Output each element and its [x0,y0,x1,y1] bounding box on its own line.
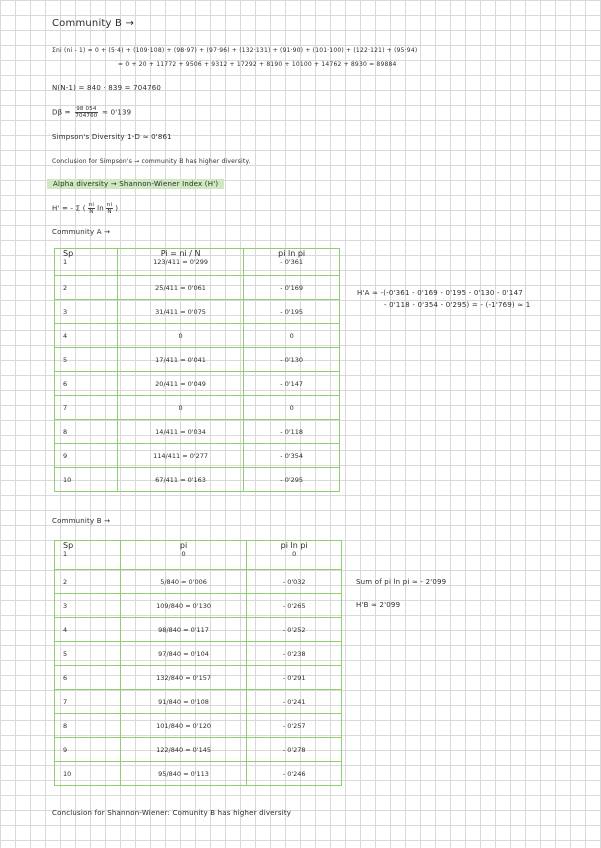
table-row [55,324,340,348]
cell-sp: 9 [55,444,118,468]
cell-pi: 98/840 ≈ 0'117 [120,618,247,642]
table-b-header-row [55,541,342,570]
cell-pi: 0 [117,324,244,348]
cell-sp: 8 [55,420,118,444]
cell-sp: 7 [55,396,118,420]
table-row [55,396,340,420]
h-formula-frac2 [106,202,113,215]
cell-pilnpi: - 0'257 [247,714,342,738]
table-row [55,300,340,324]
cell-pi: 14/411 ≈ 0'034 [117,420,244,444]
cell-pi: 17/411 ≈ 0'041 [117,348,244,372]
community-b-label: Community B → [52,517,111,525]
d-fraction [75,106,97,119]
cell-sp: 2 [55,276,118,300]
table-row [55,348,340,372]
n-n-minus-1-line: N(N-1) = 840 · 839 = 704760 [52,84,162,92]
cell-pi: 31/411 ≈ 0'075 [117,300,244,324]
table-row [55,642,342,666]
community-b-table [54,540,342,786]
cell-pilnpi: - 0'032 [247,570,342,594]
table-b-header-pi: pi 0 [120,541,247,570]
cell-pilnpi: - 0'278 [247,738,342,762]
cell-sp: 3 [55,300,118,324]
cell-sp: 9 [55,738,121,762]
table-b-header-sp: Sp 1 [55,541,121,570]
cell-pi: 5/840 ≈ 0'006 [120,570,247,594]
cell-pilnpi: - 0'295 [244,468,340,492]
community-b-heading: Community B → [52,18,135,29]
alpha-diversity-heading: Alpha diversity → Shannon-Wiener Index (H') [47,179,224,189]
cell-pi: 91/840 ≈ 0'108 [120,690,247,714]
cell-pilnpi: 0 [244,396,340,420]
d-beta-line [52,106,131,119]
cell-sp: 3 [55,594,121,618]
table-a-header-sp: Sp 1 [55,249,118,276]
d-numerator: 98 054 [76,106,97,112]
cell-sp: 5 [55,642,121,666]
cell-pi: 0 [181,550,186,558]
cell-pilnpi: - 0'169 [244,276,340,300]
h-frac2-num: ni [106,202,113,208]
cell-sp: 1 [63,258,68,266]
table-b-header-pilnpi: pi ln pi 0 [247,541,342,570]
community-a-table [54,248,340,492]
cell-pilnpi: - 0'195 [244,300,340,324]
community-a-label: Community A → [52,228,111,236]
cell-sp: 1 [63,550,68,558]
table-row [55,738,342,762]
cell-pi: 95/840 ≈ 0'113 [120,762,247,786]
h-formula-ln: ln [97,204,104,213]
table-row [55,420,340,444]
table-row [55,276,340,300]
cell-sp: 10 [55,762,121,786]
cell-pi: 122/840 ≈ 0'145 [120,738,247,762]
sum-formula-line1: Σni (ni - 1) = 0 + (5·4) + (109·108) + (98·97) + (97·96) + (132·131) + (91·90) + (101·100) + (122·121) + (95·94) [52,47,418,54]
table-row [55,372,340,396]
cell-sp: 8 [55,714,121,738]
table-a-header-pilnpi: pi ln pi - 0'361 [244,249,340,276]
table-row [55,762,342,786]
cell-pilnpi: 0 [292,550,297,558]
cell-pilnpi: - 0'241 [247,690,342,714]
cell-pilnpi: 0 [244,324,340,348]
cell-pi: 114/411 ≈ 0'277 [117,444,244,468]
shannon-conclusion: Conclusion for Shannon-Wiener: Comunity B has higher diversity [52,809,292,817]
cell-pilnpi: - 0'130 [244,348,340,372]
cell-pi: 25/411 ≈ 0'061 [117,276,244,300]
cell-sp: 7 [55,690,121,714]
h-frac1-num: ni [88,202,95,208]
cell-sp: 2 [55,570,121,594]
sum-b-line: Sum of pi ln pi ≈ - 2'099 [356,578,447,586]
simpson-diversity-line: Simpson's Diversity 1-D ≈ 0'861 [52,133,172,141]
table-a-header-pi: Pi = ni / N 123/411 ≈ 0'299 [117,249,244,276]
cell-pilnpi: - 0'252 [247,618,342,642]
table-row [55,714,342,738]
table-row [55,690,342,714]
cell-pilnpi: - 0'238 [247,642,342,666]
table-row [55,468,340,492]
h-frac1-den: N [89,209,94,215]
cell-pi: 0 [117,396,244,420]
cell-sp: 4 [55,618,121,642]
cell-pi: 132/840 ≈ 0'157 [120,666,247,690]
h-frac2-den: N [107,209,112,215]
cell-sp: 5 [55,348,118,372]
cell-pi: 101/840 ≈ 0'120 [120,714,247,738]
simpson-conclusion: Conclusion for Simpson's → community B has higher diversity. [52,158,251,165]
h-a-line1: H'A ≈ -(-0'361 - 0'169 - 0'195 - 0'130 - 0'147 [357,289,523,297]
cell-pilnpi: - 0'147 [244,372,340,396]
d-suffix: ≈ 0'139 [102,108,132,117]
cell-pi: 123/411 ≈ 0'299 [153,258,209,266]
table-row [55,594,342,618]
d-prefix: Dβ = [52,108,71,117]
cell-pilnpi: - 0'361 [280,258,304,266]
h-formula-suffix: ) [115,204,119,213]
cell-sp: 4 [55,324,118,348]
cell-sp: 10 [55,468,118,492]
table-a-header-row [55,249,340,276]
h-b-line: H'B ≈ 2'099 [356,601,401,609]
h-formula-frac1 [88,202,95,215]
cell-pi: 97/840 ≈ 0'104 [120,642,247,666]
cell-pilnpi: - 0'246 [247,762,342,786]
table-row [55,444,340,468]
shannon-formula [52,202,118,215]
cell-sp: 6 [55,666,121,690]
cell-pilnpi: - 0'118 [244,420,340,444]
table-row [55,618,342,642]
cell-pi: 20/411 ≈ 0'049 [117,372,244,396]
h-a-line2: - 0'118 - 0'354 - 0'295) = - (-1'769) ≈ 1 [384,301,531,309]
cell-pi: 109/840 ≈ 0'130 [120,594,247,618]
cell-sp: 6 [55,372,118,396]
h-formula-prefix: H' = - Σ ( [52,204,86,213]
cell-pilnpi: - 0'354 [244,444,340,468]
d-denominator: 704760 [75,113,98,119]
table-row [55,666,342,690]
cell-pilnpi: - 0'265 [247,594,342,618]
cell-pi: 67/411 ≈ 0'163 [117,468,244,492]
table-row [55,570,342,594]
cell-pilnpi: - 0'291 [247,666,342,690]
sum-formula-line2: = 0 + 20 + 11772 + 9506 + 9312 + 17292 + 8190 + 10100 + 14762 + 8930 = 89884 [118,61,397,68]
